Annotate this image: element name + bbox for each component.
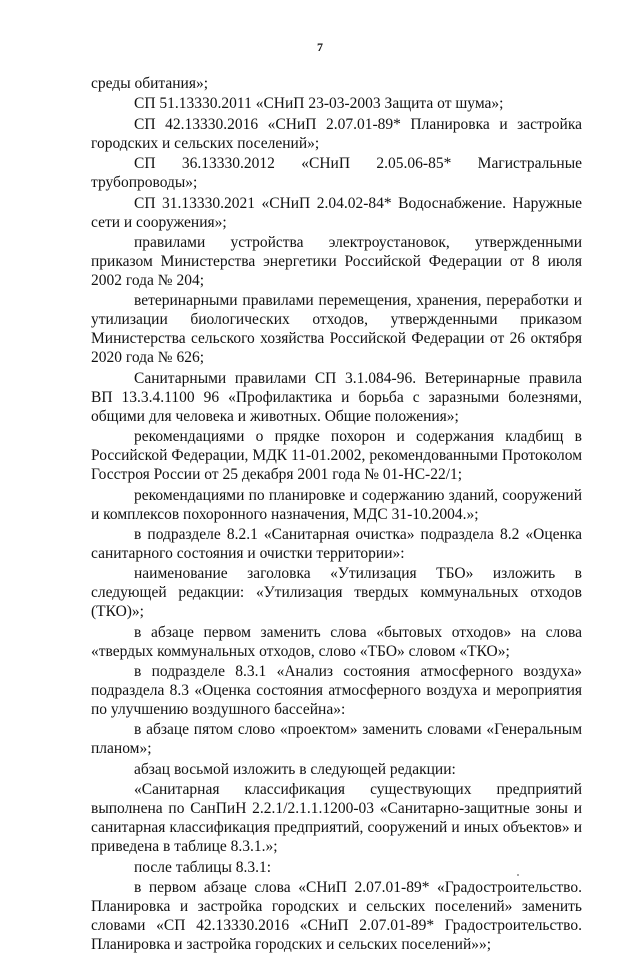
paragraph-2: СП 51.13330.2011 «СНиП 23-03-2003 Защита от шума»; (134, 95, 504, 113)
paragraph-5: СП 31.13330.2021 «СНиП 2.04.02-84* Водоснабжение. Наружные сети и сооружения»; (91, 194, 582, 231)
paragraph-8: Санитарными правилами СП 3.1.084-96. Ветеринарные правила ВП 13.3.4.1100 96 «Профилактика и борьба с заразными болезнями, общими для человека и животных. Общие положения»; (91, 369, 582, 425)
paragraph-18: после таблицы 8.3.1: (134, 858, 272, 876)
paragraph-9: рекомендациями о прядке похорон и содержания кладбищ в Российской Федерации, МДК 11-01.2002, рекомендованными Протоколом Госстроя России от 25 декабря 2001 года № 01-НС-22/1; (91, 428, 582, 484)
paragraph-17: «Санитарная классификация существующих предприятий выполнена по СанПиН 2.2.1/2.1.1.1200-03 «Санитарно-защитные зоны и санитарная классификация предприятий, сооружений и иных объектов» и приведена в таблице 8.3.1.»; (91, 781, 582, 856)
paragraph-16: абзац восьмой изложить в следующей редакции: (134, 760, 456, 778)
paragraph-13: в абзаце первом заменить слова «бытовых отходов» на слова «твердых коммунальных отходов, слово «ТБО» словом «ТКО»; (91, 623, 582, 660)
paragraph-15: в абзаце пятом слово «проектом» заменить словами «Генеральным планом»; (91, 721, 582, 758)
paragraph-3: СП 42.13330.2016 «СНиП 2.07.01-89* Планировка и застройка городских и сельских поселений»; (91, 115, 582, 152)
paragraph-14: в подразделе 8.3.1 «Анализ состояния атмосферного воздуха» подраздела 8.3 «Оценка состояния атмосферного воздуха и мероприятия по улучшению воздушного бассейна»: (91, 663, 582, 719)
paragraph-7: ветеринарными правилами перемещения, хранения, переработки и утилизации биологических отходов, утвержденными приказом Министерства сельского хозяйства Российской Федерации от 26 октября 2020 года № 626; (91, 292, 582, 367)
paragraph-4: СП 36.13330.2012 «СНиП 2.05.06-85* Магистральные трубопроводы»; (91, 155, 582, 192)
body-text (91, 74, 582, 955)
paragraph-10: рекомендациями по планировке и содержанию зданий, сооружений и комплексов похоронного назначения, МДС 31-10.2004.»; (91, 486, 582, 523)
scan-speck (517, 874, 519, 876)
page-number: 7 (317, 40, 323, 54)
paragraph-6: правилами устройства электроустановок, утвержденными приказом Министерства энергетики Российской Федерации от 8 июля 2002 года № 204; (91, 233, 582, 289)
paragraph-1: среды обитания»; (91, 75, 209, 92)
paragraph-11: в подразделе 8.2.1 «Санитарная очистка» подраздела 8.2 «Оценка санитарного состояния и очистки территории»: (91, 525, 582, 562)
paragraph-19: в первом абзаце слова «СНиП 2.07.01-89* «Градостроительство. Планировка и застройка городских и сельских поселений» заменить словами «СП 42.13330.2016 «СНиП 2.07.01-89* Градостроительство. Планировка и застройка городских и сельских поселений»»; (91, 879, 582, 954)
paragraph-12: наименование заголовка «Утилизация ТБО» изложить в следующей редакции: «Утилизация твердых коммунальных отходов (ТКО)»; (91, 565, 582, 621)
